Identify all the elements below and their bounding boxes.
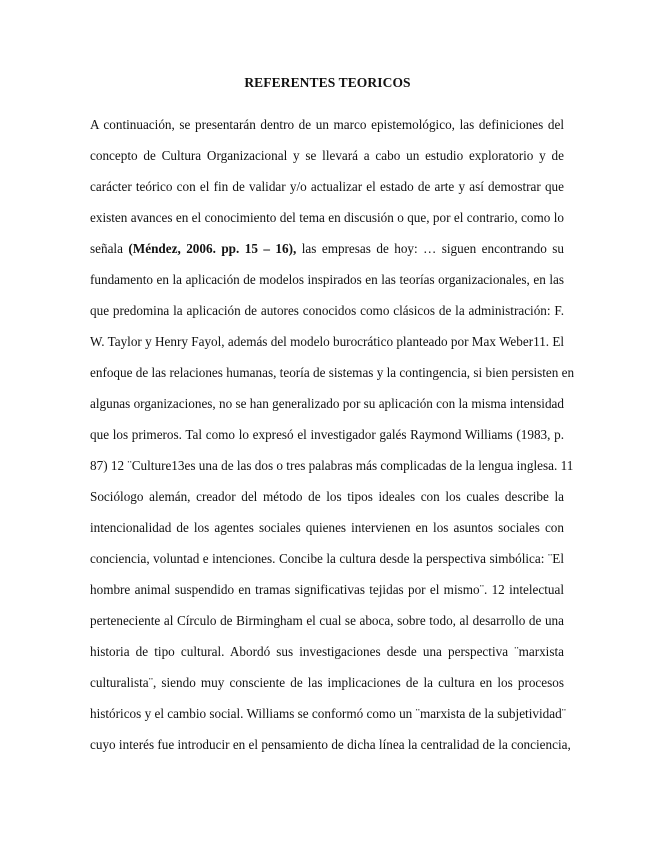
line-suffix: las empresas de hoy: … siguen encontrando su — [296, 241, 564, 256]
paragraph-line: A continuación, se presentarán dentro de un marco epistemológico, las definiciones del — [90, 117, 564, 132]
paragraph-line: algunas organizaciones, no se han generalizado por su aplicación con la misma intensidad — [90, 396, 564, 411]
paragraph-line: históricos y el cambio social. Williams se conformó como un ¨marxista de la subjetividad¨ — [90, 706, 567, 721]
paragraph-line: existen avances en el conocimiento del tema en discusión o que, por el contrario, como lo — [90, 210, 564, 225]
paragraph-line: intencionalidad de los agentes sociales quienes intervienen en los asuntos sociales con — [90, 520, 564, 535]
citation-mendez: (Méndez, 2006. pp. 15 – 16), — [128, 241, 297, 256]
paragraph-line: W. Taylor y Henry Fayol, además del modelo burocrático planteado por Max Weber11. El — [90, 334, 565, 349]
paragraph-line: que los primeros. Tal como lo expresó el investigador galés Raymond Williams (1983, p. — [90, 427, 564, 442]
paragraph-line: 87) 12 ¨Culture13es una de las dos o tres palabras más complicadas de la lengua inglesa. 11 — [90, 458, 574, 473]
paragraph-line: perteneciente al Círculo de Birmingham el cual se aboca, sobre todo, al desarrollo de una — [90, 613, 564, 628]
paragraph-line: culturalista¨, siendo muy consciente de las implicaciones de la cultura en los procesos — [90, 675, 564, 690]
paragraph-line: fundamento en la aplicación de modelos inspirados en las teorías organizacionales, en las — [90, 272, 564, 287]
paragraph-line: historia de tipo cultural. Abordó sus investigaciones desde una perspectiva ¨marxista — [90, 644, 564, 659]
paragraph-line: cuyo interés fue introducir en el pensamiento de dicha línea la centralidad de la conciencia, — [90, 737, 571, 752]
paragraph-line: carácter teórico con el fin de validar y/o actualizar el estado de arte y así demostrar que — [90, 179, 564, 194]
line-prefix: señala — [90, 241, 129, 256]
paragraph-line: concepto de Cultura Organizacional y se llevará a cabo un estudio exploratorio y de — [90, 148, 564, 163]
paragraph-line: enfoque de las relaciones humanas, teoría de sistemas y la contingencia, si bien persisten en — [90, 365, 575, 380]
paragraph-line: que predomina la aplicación de autores conocidos como clásicos de la administración: F. — [90, 303, 564, 318]
paragraph-line: hombre animal suspendido en tramas significativas tejidas por el mismo¨. 12 intelectual — [90, 582, 564, 597]
paragraph-line: Sociólogo alemán, creador del método de los tipos ideales con los cuales describe la — [90, 489, 564, 504]
paragraph-line-citation — [90, 240, 564, 258]
paragraph-line: conciencia, voluntad e intenciones. Concibe la cultura desde la perspectiva simbólica: ¨El — [90, 551, 564, 566]
page-title: REFERENTES TEORICOS — [244, 75, 411, 90]
